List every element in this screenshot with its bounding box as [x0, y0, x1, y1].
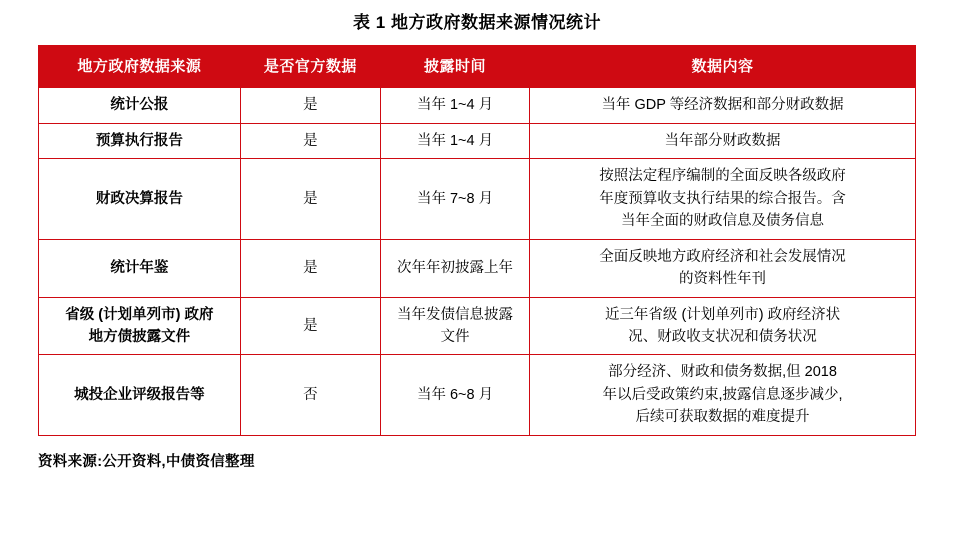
cell-official: 否 — [240, 355, 380, 435]
cell-source — [39, 239, 241, 297]
cell-line: 财政决算报告 — [95, 190, 183, 207]
cell-line: 当年 7~8 月 — [416, 190, 494, 207]
table-body — [39, 88, 916, 436]
table-row — [39, 123, 916, 158]
cell-official: 是 — [240, 239, 380, 297]
cell-line: 当年全面的财政信息及债务信息 — [621, 213, 825, 230]
cell-line: 年度预算收支执行结果的综合报告。含 — [599, 190, 846, 207]
cell-official: 是 — [240, 159, 380, 239]
table-row — [39, 297, 916, 355]
cell-time — [381, 88, 530, 123]
cell-line: 全面反映地方政府经济和社会发展情况 — [599, 248, 846, 265]
cell-time — [381, 355, 530, 435]
cell-line: 后续可获取数据的难度提升 — [635, 409, 810, 426]
page-title: 表 1 地方政府数据来源情况统计 — [353, 13, 601, 32]
cell-content — [530, 355, 916, 435]
cell-line: 当年 6~8 月 — [416, 386, 494, 403]
cell-line: 当年 1~4 月 — [416, 97, 494, 114]
cell-content — [530, 88, 916, 123]
cell-source — [39, 297, 241, 355]
cell-line: 城投企业评级报告等 — [74, 386, 205, 403]
column-header-content: 数据内容 — [530, 46, 916, 88]
cell-line: 况、财政收支状况和债务状况 — [628, 329, 817, 345]
cell-line: 地方债披露文件 — [88, 329, 191, 345]
cell-line: 统计年鉴 — [110, 259, 169, 276]
cell-source — [39, 355, 241, 435]
cell-official: 是 — [240, 88, 380, 123]
cell-line: 次年年初披露上年 — [397, 259, 514, 276]
data-table — [38, 45, 916, 436]
column-header-time: 披露时间 — [381, 46, 530, 88]
cell-line: 近三年省级 (计划单列市) 政府经济状 — [604, 306, 841, 323]
table-row — [39, 239, 916, 297]
cell-content — [530, 239, 916, 297]
table-row — [39, 159, 916, 239]
cell-line: 的资料性年刊 — [679, 271, 767, 288]
cell-content — [530, 159, 916, 239]
table-row — [39, 88, 916, 123]
cell-line: 当年 1~4 月 — [416, 132, 494, 149]
cell-line: 年以后受政策约束,披露信息逐步减少, — [602, 386, 843, 403]
cell-official: 是 — [240, 123, 380, 158]
table-header — [39, 46, 916, 88]
cell-line: 文件 — [440, 329, 470, 345]
cell-line: 当年发债信息披露 — [397, 306, 514, 323]
cell-line: 预算执行报告 — [95, 132, 183, 149]
cell-line: 当年部分财政数据 — [664, 132, 781, 149]
cell-line: 部分经济、财政和债务数据,但 2018 — [608, 364, 837, 381]
cell-content — [530, 123, 916, 158]
column-header-source: 地方政府数据来源 — [39, 46, 241, 88]
cell-time — [381, 159, 530, 239]
source-note: 资料来源:公开资料,中债资信整理 — [38, 453, 255, 470]
cell-time — [381, 297, 530, 355]
cell-line: 当年 GDP 等经济数据和部分财政数据 — [601, 97, 844, 114]
cell-source — [39, 159, 241, 239]
table-row — [39, 355, 916, 435]
column-header-official: 是否官方数据 — [240, 46, 380, 88]
cell-line: 按照法定程序编制的全面反映各级政府 — [599, 168, 846, 185]
cell-line: 省级 (计划单列市) 政府 — [65, 306, 214, 323]
cell-source — [39, 123, 241, 158]
cell-official: 是 — [240, 297, 380, 355]
table-header-row — [39, 46, 916, 88]
cell-line: 统计公报 — [110, 97, 169, 114]
cell-source — [39, 88, 241, 123]
cell-content — [530, 297, 916, 355]
cell-time — [381, 239, 530, 297]
cell-time — [381, 123, 530, 158]
